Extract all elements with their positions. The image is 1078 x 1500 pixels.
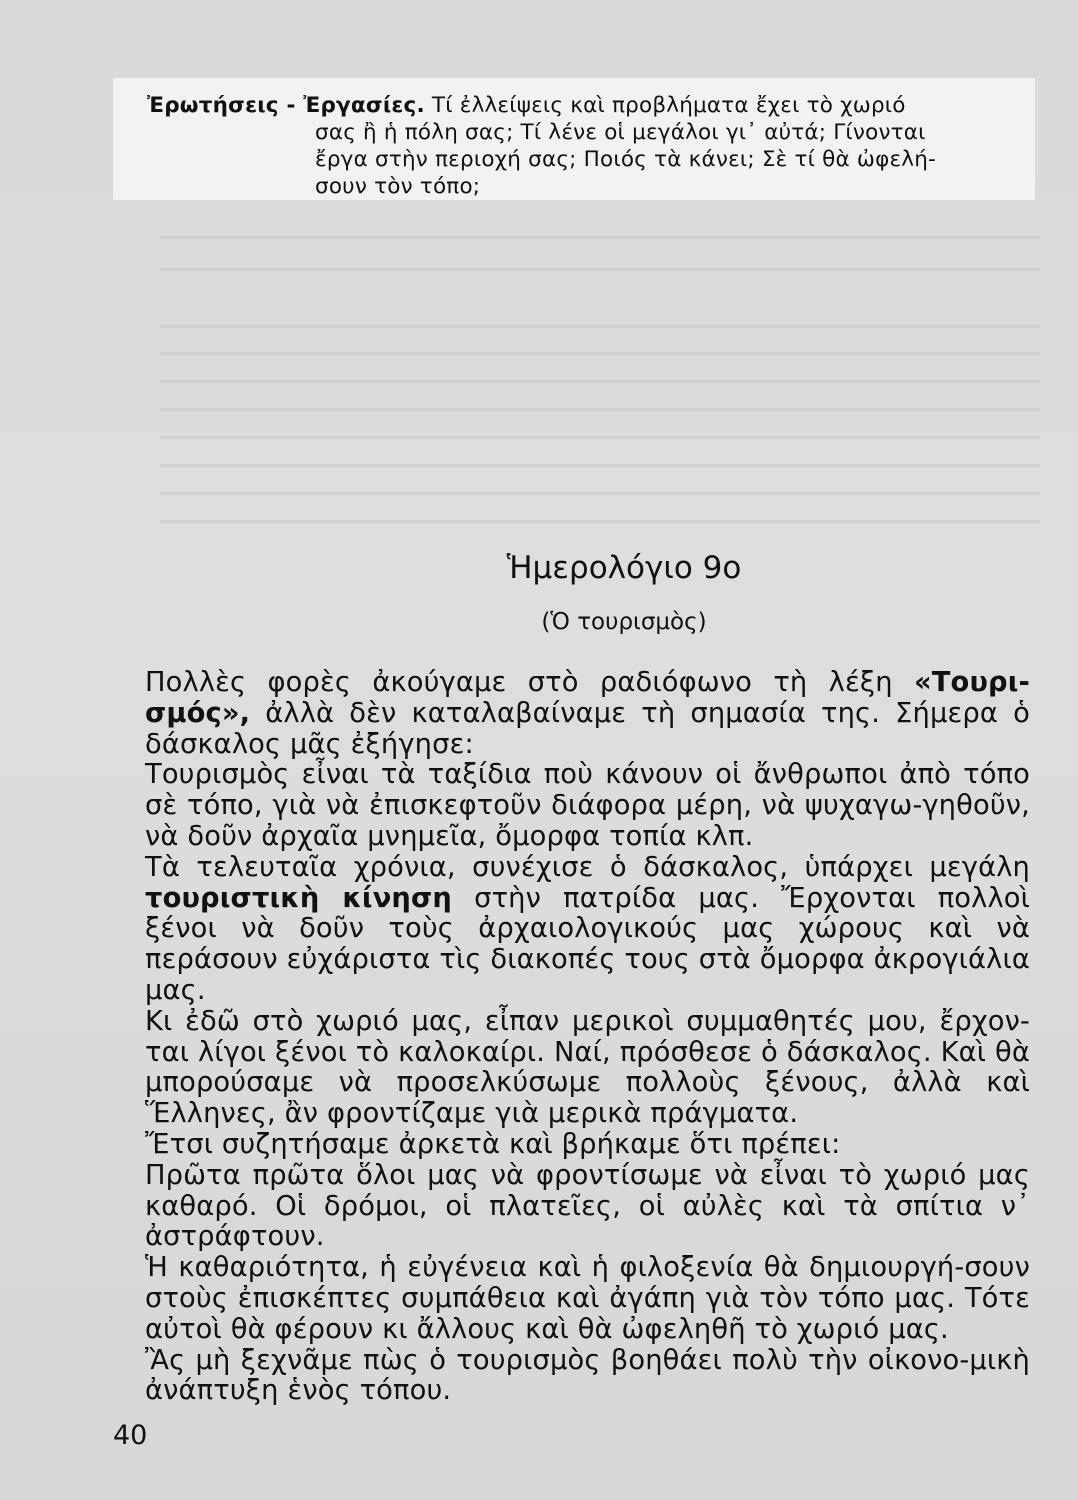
show-through-line: [160, 520, 1040, 523]
questions-box: [113, 78, 1035, 200]
questions-text: [147, 92, 1027, 200]
paragraph-3-end: στὴν πατρίδα μας. Ἔρχονται πολλοὶ ξένοι νὰ δοῦν τοὺς ἀρχαιολογικούς μας χώρους καὶ νὰ περάσουν εὐχάριστα τὶς διακοπές τους στὰ ὄμορφα ἀκρογιάλια μας.: [145, 882, 1030, 1006]
page-number: 40: [113, 1420, 148, 1451]
show-through-line: [160, 325, 1040, 328]
show-through-line: [160, 380, 1040, 383]
paragraph-1-bold: «Τουρι-σμός»,: [145, 667, 1030, 729]
paragraph-1-start: Πολλὲς φορὲς ἀκούγαμε στὸ ραδιόφωνο τὴ λέξη: [145, 667, 914, 698]
paragraph-3: [145, 853, 1030, 1007]
questions-line-3: ἔργα στὴν περιοχή σας; Ποιός τὰ κάνει; Σὲ τί θὰ ὠφελή-: [315, 147, 937, 172]
show-through-line: [160, 268, 1040, 271]
show-through-line: [160, 464, 1040, 467]
show-through-line: [160, 408, 1040, 411]
diary-subtitle: (Ὁ τουρισμὸς): [541, 609, 707, 635]
show-through-line: [160, 352, 1040, 355]
questions-first-line: [147, 92, 1027, 119]
paragraph-7: Ἡ καθαριότητα, ἡ εὐγένεια καὶ ἡ φιλοξενία θὰ δημιουργή-σουν στοὺς ἐπισκέπτες συμπάθεια καὶ ἀγάπη γιὰ τὸν τόπο μας. Τότε αὐτοὶ θὰ φέρουν κι ἄλλους καὶ θὰ ὠφεληθῆ τὸ χωριό μας.: [145, 1252, 1030, 1345]
paragraph-5: Ἔτσι συζητήσαμε ἀρκετὰ καὶ βρήκαμε ὅτι πρέπει:: [145, 1128, 841, 1160]
paragraph-4: Κι ἐδῶ στὸ χωριό μας, εἶπαν μερικοὶ συμμαθητές μου, ἔρχον-ται λίγοι ξένοι τὸ καλοκαίρι. Ναί, πρόσθεσε ὁ δάσκαλος. Καὶ θὰ μπορούσαμε νὰ προσελκύσωμε πολλοὺς ξένους, ἀλλὰ καὶ Ἕλληνες, ἂν φροντίζαμε γιὰ μερικὰ πράγματα.: [145, 1005, 1030, 1130]
questions-line-2: σας ἢ ἡ πόλη σας; Τί λένε οἱ μεγάλοι γι᾽ αὐτά; Γίνονται: [315, 120, 926, 145]
diary-body: [145, 668, 1030, 1407]
questions-label: Ἐρωτήσεις - Ἐργασίες.: [147, 93, 425, 118]
paragraph-6: Πρῶτα πρῶτα ὅλοι μας νὰ φροντίσωμε νὰ εἶναι τὸ χωριό μας καθαρό. Οἱ δρόμοι, οἱ πλατεῖες, οἱ αὐλὲς καὶ τὰ σπίτια ν᾽ ἀστράφτουν.: [145, 1159, 1030, 1253]
paragraph-2: Τουρισμὸς εἶναι τὰ ταξίδια ποὺ κάνουν οἱ ἄνθρωποι ἀπὸ τόπο σὲ τόπο, γιὰ νὰ ἐπισκεφτοῦν διάφορα μέρη, νὰ ψυχαγω-γηθοῦν, νὰ δοῦν ἀρχαῖα μνημεῖα, ὄμορφα τοπία κλπ.: [145, 759, 1030, 852]
questions-line-4: σουν τὸν τόπο;: [315, 174, 481, 199]
show-through-line: [160, 492, 1040, 495]
show-through-line: [160, 236, 1040, 239]
diary-title: Ἡμερολόγιο 9ο: [506, 550, 742, 586]
paragraph-8: Ἂς μὴ ξεχνᾶμε πὼς ὁ τουρισμὸς βοηθάει πολὺ τὴν οἰκονο-μικὴ ἀνάπτυξη ἑνὸς τόπου.: [145, 1344, 1030, 1407]
show-through-line: [160, 436, 1040, 439]
paragraph-1: [145, 668, 1030, 760]
paragraph-3-bold: τουριστικὴ κίνηση: [145, 882, 453, 914]
paragraph-1-end: ἀλλὰ δὲν καταλαβαίναμε τὴ σημασία της. Σήμερα ὁ δάσκαλος μᾶς ἐξήγησε:: [145, 697, 1030, 760]
questions-line-1: Τί ἐλλείψεις καὶ προβλήματα ἔχει τὸ χωριό: [431, 93, 906, 118]
paragraph-3-start: Τὰ τελευταῖα χρόνια, συνέχισε ὁ δάσκαλος, ὑπάρχει μεγάλη: [145, 851, 1030, 883]
